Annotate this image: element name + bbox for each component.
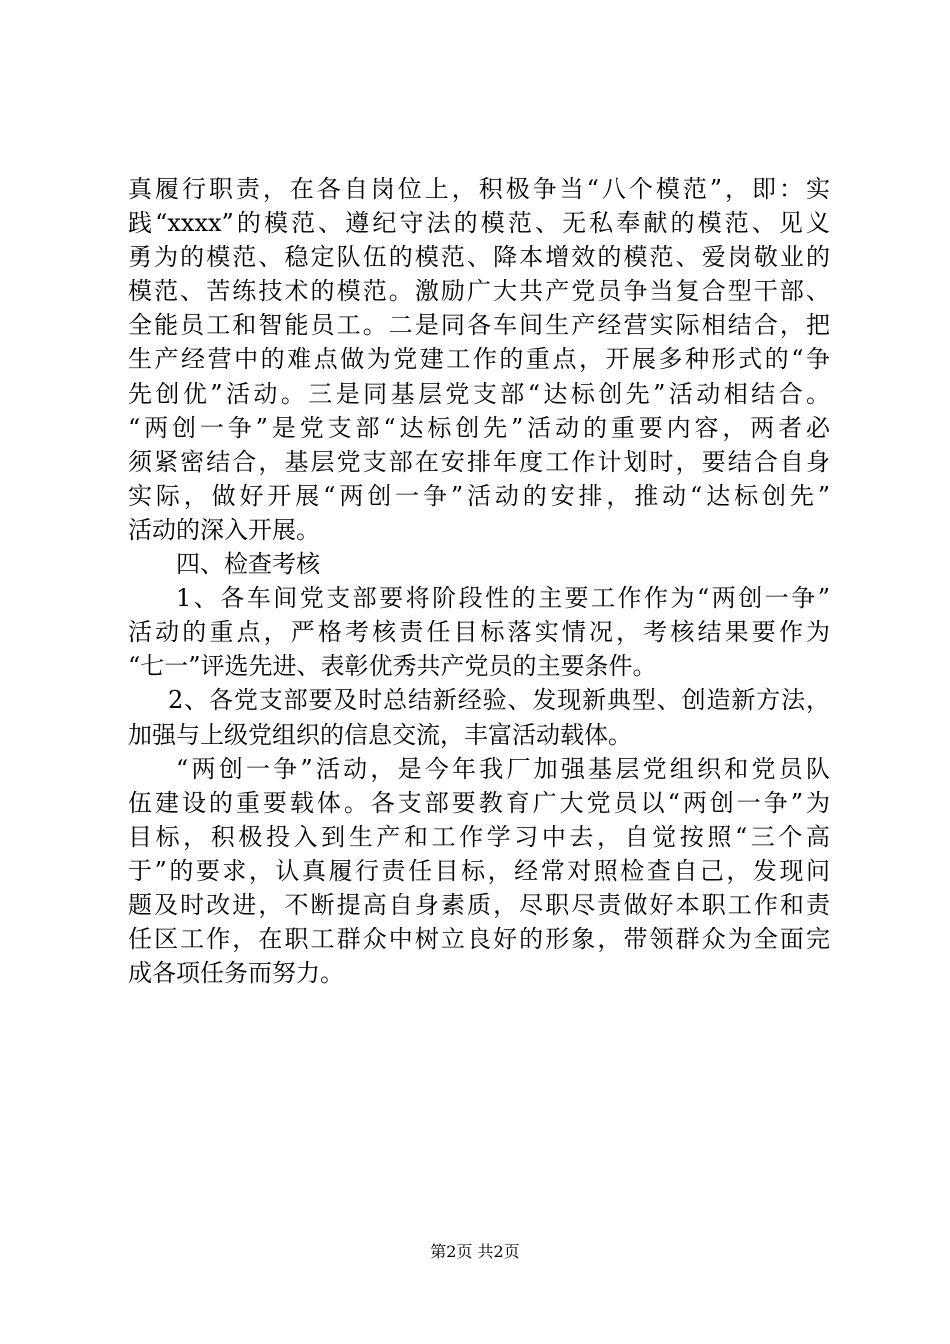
text-line: 活动的重点，严格考核责任目标落实情况，考核结果要作为 [128, 618, 830, 647]
text-line: 加强与上级党组织的信息交流，丰富活动载体。 [128, 720, 632, 749]
text-line: 先创优”活动。三是同基层党支部“达标创先”活动相结合。 [128, 379, 830, 408]
text-line: 践“xxxx”的模范、遵纪守法的模范、无私奉献的模范、见义 [128, 209, 830, 238]
text-line: 实际，做好开展“两创一争”活动的安排，推动“达标创先” [128, 481, 830, 510]
text-line: 于”的要求，认真履行责任目标，经常对照检查自己，发现问 [128, 856, 830, 885]
text-line: 2、各党支部要及时总结新经验、发现新典型、创造新方法， [168, 686, 830, 715]
text-line: 目标，积极投入到生产和工作学习中去，自觉按照“三个高 [128, 822, 830, 851]
text-line: 活动的深入开展。 [128, 515, 320, 544]
text-line: “两创一争”是党支部“达标创先”活动的重要内容，两者必 [128, 413, 830, 442]
text-line: 真履行职责，在各自岗位上，积极争当“八个模范”，即：实 [128, 175, 830, 203]
text-line: 题及时改进，不断提高自身素质，尽职尽责做好本职工作和责 [128, 890, 830, 919]
document-body [128, 172, 830, 990]
text-line: 须紧密结合，基层党支部在安排年度工作计划时，要结合自身 [128, 447, 830, 476]
page-number-footer: 第2页 共2页 [430, 1242, 520, 1261]
text-line: “两创一争”活动，是今年我厂加强基层党组织和党员队 [176, 754, 830, 783]
text-line: 勇为的模范、稳定队伍的模范、降本增效的模范、爱岗敬业的 [128, 243, 830, 272]
text-line: “七一”评选先进、表彰优秀共产党员的主要条件。 [128, 652, 657, 681]
section-heading: 四、检查考核 [176, 550, 320, 579]
text-line: 1、各车间党支部要将阶段性的主要工作作为“两创一争” [176, 584, 830, 613]
text-line: 伍建设的重要载体。各支部要教育广大党员以“两创一争”为 [128, 788, 830, 817]
text-line: 模范、苦练技术的模范。激励广大共产党员争当复合型干部、 [128, 277, 830, 306]
text-line: 生产经营中的难点做为党建工作的重点，开展多种形式的“争 [128, 345, 830, 374]
text-line: 任区工作，在职工群众中树立良好的形象，带领群众为全面完 [128, 925, 830, 954]
text-line: 成各项任务而努力。 [128, 959, 344, 988]
text-line: 全能员工和智能员工。二是同各车间生产经营实际相结合，把 [128, 311, 830, 340]
